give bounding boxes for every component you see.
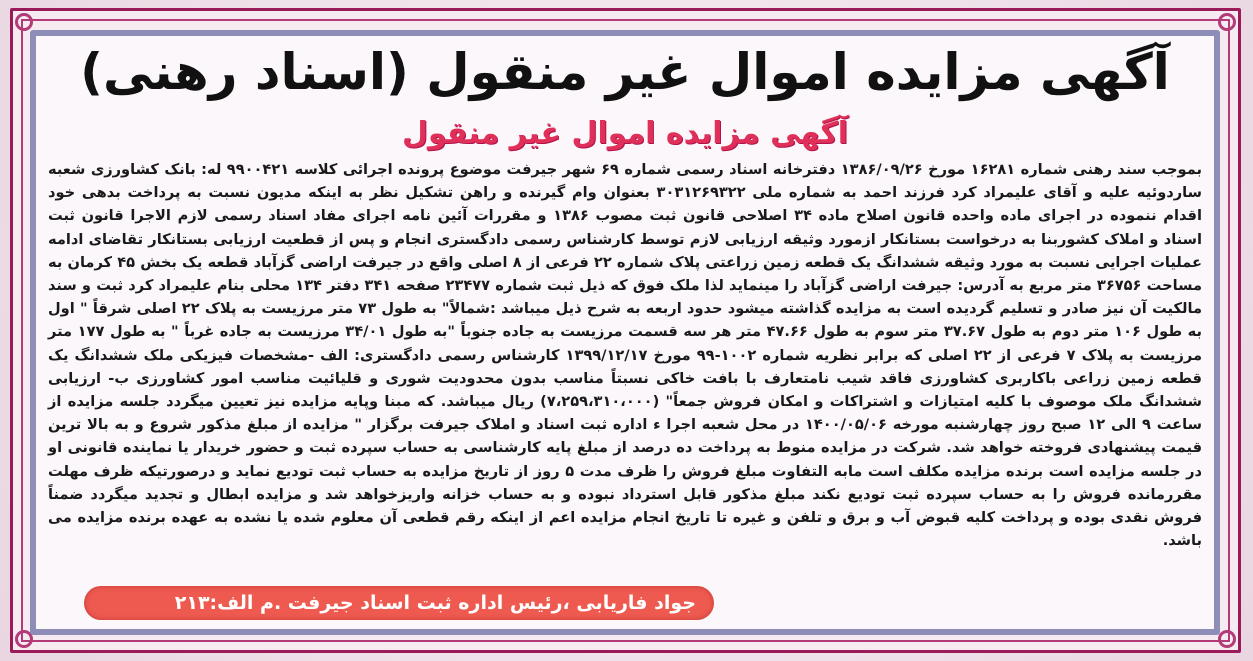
- notice-title: آگهی مزایده اموال غیر منقول (اسناد رهنی): [80, 43, 1170, 101]
- signature-bar: [84, 586, 714, 620]
- notice-body: بموجب سند رهنی شماره ۱۶۲۸۱ مورخ ۱۳۸۶/۰۹/۲۶ دفترخانه اسناد رسمی شماره ۶۹ شهر جیرفت موضوع پرونده اجرائی کلاسه ۹۹۰۰۴۲۱ له: بانک کشاورزی شعبه ساردوئیه علیه و آقای علیمراد کرد فرزند احمد به شماره ملی ۳۰۳۱۲۶۹۳۲۲ بعنوان وام گیرنده و راهن تشکیل نظر به اینکه مدیون نسبت به پرداخت بدهی خود اقدام ننموده در اجرای ماده واحده قانون اصلاح ماده ۳۴ اصلاحی قانون ثبت مصوب ۱۳۸۶ و مقررات آئین نامه اجرای مفاد اسناد رسمی لازم الاجرا قانون ثبت اسناد و املاک کشوربنا به درخواست بستانکار ازمورد وثیقه ارزیابی لازم توسط کارشناس رسمی دادگستری انجام و پس از قطعیت ارزیابی بستانکار تقاضای ادامه عملیات اجرایی نسبت به مورد وثیقه ششدانگ یک قطعه زمین زراعتی پلاک شماره ۲۲ فرعی از ۸ اصلی واقع در جیرفت اراضی گزآباد قطعه یک بخش ۴۵ کرمان به مساحت ۳۶۷۵۶ متر مربع به آدرس: جیرفت اراضی گزآباد را مینماید لذا ملک فوق که ذیل ثبت شماره ۲۳۴۷۷ صفحه ۳۴۱ دفتر ۱۳۴ محلی بنام علیمراد کرد ثبت و سند مالکیت آن نیز صادر و تسلیم گردیده است به مزایده گذاشته میشود حدود اربعه به شرح ذیل میباشد :شمالاً" به طول ۷۳ متر مرزیست به پلاک ۲۲ اصلی شرقاً " اول به طول ۱۰۶ متر دوم به طول ۳۷.۶۷ متر سوم به طول ۴۷.۶۶ متر هر سه قسمت مرزیست به جاده جنوباً "به طول ۳۴/۰۱ مرزیست به جاده غرباً " به طول ۱۷۷ متر مرزیست به پلاک ۷ فرعی از ۲۲ اصلی که برابر نظریه شماره ۱۰۰۲-۹۹ مورخ ۱۳۹۹/۱۲/۱۷ کارشناس رسمی دادگستری: الف -مشخصات فیزیکی ملک ششدانگ یک قطعه زمین زراعی باکاربری کشاورزی فاقد شیب نامتعارف با بافت خاکی نسبتاً مناسب بدون محدودیت شوری و قلیائیت مناسب امور کشاورزی ب- ارزیابی ششدانگ ملک موصوف با کلیه امتیازات و اشتراکات و امکان فروش جمعاً" (۷،۲۵۹،۳۱۰،۰۰۰) ریال میباشد. که مبنا وپایه مزایده نیز تعیین میگردد جلسه مزایده از ساعت ۹ الی ۱۲ صبح روز چهارشنبه مورخه ۱۴۰۰/۰۵/۰۶ در محل شعبه اجرا ء اداره ثبت اسناد و املاک جیرفت برگزار " مزایده از مبلغ مذکور شروع و به بالا ترین قیمت پیشنهادی فروخته خواهد شد. شرکت در مزایده منوط به پرداخت ده درصد از مبلغ پایه کارشناسی به حساب سپرده ثبت و حضور خریدار یا نماینده قانونی او در جلسه مزایده است برنده مزایده مکلف است مابه التفاوت مبلغ فروش را ظرف مدت ۵ روز از تاریخ مزایده به حساب ثبت تودیع نماید و درصورتیکه ظرف مهلت مقررمانده فروش را به حساب سپرده ثبت تودیع نکند مبلغ مذکور قابل استرداد نبوده و به حساب خزانه واریزخواهد شد و مزایده ابطال و تجدید میگردد ضمناً فروش نقدی بوده و پرداخت کلیه قبوض آب و برق و تلفن و غیره تا تاریخ انجام مزایده اعم از اینکه رقم قطعی آن معلوم شده یا نشده به عهده برنده مزایده می باشد.: [48, 161, 1203, 550]
- signature-text: جواد فاریابی ،رئیس اداره ثبت اسناد جیرفت .م الف:۲۱۳: [174, 592, 696, 614]
- corner-ornament-icon: [1218, 13, 1236, 31]
- notice-panel: [30, 30, 1220, 635]
- corner-ornament-icon: [1218, 630, 1236, 648]
- corner-ornament-icon: [15, 13, 33, 31]
- notice-subtitle: آگهی مزایده اموال غیر منقول: [401, 116, 849, 151]
